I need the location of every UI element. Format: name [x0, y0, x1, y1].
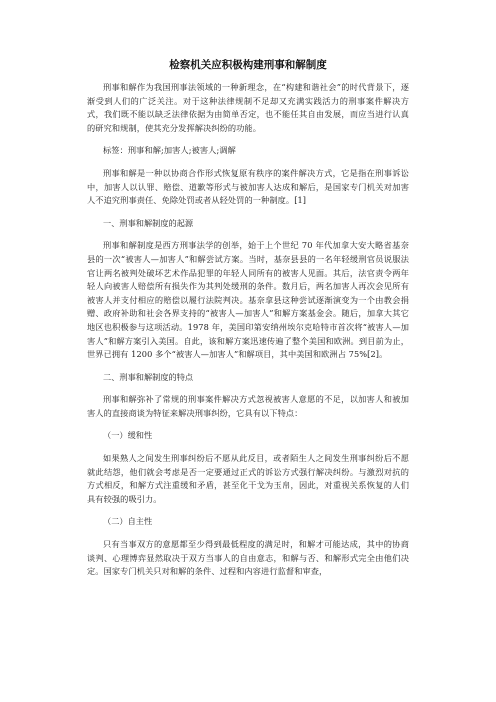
- document-page: [87, 58, 409, 588]
- section-origin-paragraph: 刑事和解制度是西方刑事法学的创举，始于上个世纪 70 年代加拿大安大略省基奈县的一次“被害人—加害人”和解尝试方案。当时，基奈县县的一名年轻缓刑官员说服法官让两名被判处破坏艺术作品犯罪的年轻人同所有的被害人见面。其后，法官责令两年轻人向被害人赔偿所有损失作为其判处缓刑的条件。数月后，两名加害人再次会见所有被害人并支付相应的赔偿以履行法院判决。基奈拿县这种尝试逐渐演变为一个由教会捐赠、政府补助和社会各界支持的“被害人—加害人”和解方案基金会。随后，加拿大其它地区也积极参与这项活动。1978 年，美国印第安纳州埃尔克哈特市首次将“被害人—加害人”和解方案引入美国。自此，该和解方案迅速传遍了整个美国和欧洲。到目前为止，世界已拥有 1200 多个“被害人—加害人”和解项目，其中美国和欧洲占 75%[2]。: [87, 240, 409, 360]
- section-heading-origin: 一、刑事和解制度的起源: [103, 217, 194, 228]
- document-title: 检察机关应积极构建刑事和解制度: [169, 59, 327, 71]
- section-heading-features: 二、刑事和解制度的特点: [103, 371, 194, 382]
- section-features-paragraph: 刑事和解弥补了常规的刑事案件解决方式忽视被害人意愿的不足，以加害人和被加害人的直接商谈为特征来解决刑事纠纷，它具有以下特点：: [87, 394, 409, 418]
- abstract-paragraph: 刑事和解作为我国刑事法领域的一种新理念，在“构建和谐社会”的时代背景下，逐渐受到人们的广泛关注。对于这种法律规制不足却又充满实践活力的刑事案件解决方式，我们既不能以缺乏法律依据为由简单否定，也不能任其自由发展，而应当进行认真的研究和规制，使其充分发挥解决纠纷的功能。: [87, 82, 409, 133]
- intro-paragraph: 刑事和解是一种以协商合作形式恢复原有秩序的案件解决方式，它是指在刑事诉讼中，加害人以认罪、赔偿、道歉等形式与被加害人达成和解后，是国家专门机关对加害人不追究刑事责任、免除处罚或者从轻处罚的一种制度。[1]: [87, 167, 409, 206]
- subheading-moderation: （一）缓和性: [103, 430, 153, 441]
- keywords-line: 标签：刑事和解;加害人;被害人;调解: [103, 145, 236, 156]
- subheading-autonomy: （二）自主性: [103, 516, 153, 527]
- moderation-paragraph: 如果熟人之间发生刑事纠纷后不愿从此反目，或者陌生人之间发生刑事纠纷后不愿就此结怨，他们就会考虑是否一定要通过正式的诉讼方式强行解决纠纷。与激烈对抗的方式相反，和解方式注重缓和矛盾，甚至化干戈为玉帛，因此，对重视关系恢复的人们具有较强的吸引力。: [87, 453, 409, 504]
- autonomy-paragraph: 只有当事双方的意愿都至少得到最低程度的满足时，和解才可能达成，其中的协商谈判、心理博弈显然取决于双方当事人的自由意志，和解与否、和解形式完全由他们决定。国家专门机关只对和解的条件、过程和内容进行监督和审查，: [87, 539, 409, 577]
